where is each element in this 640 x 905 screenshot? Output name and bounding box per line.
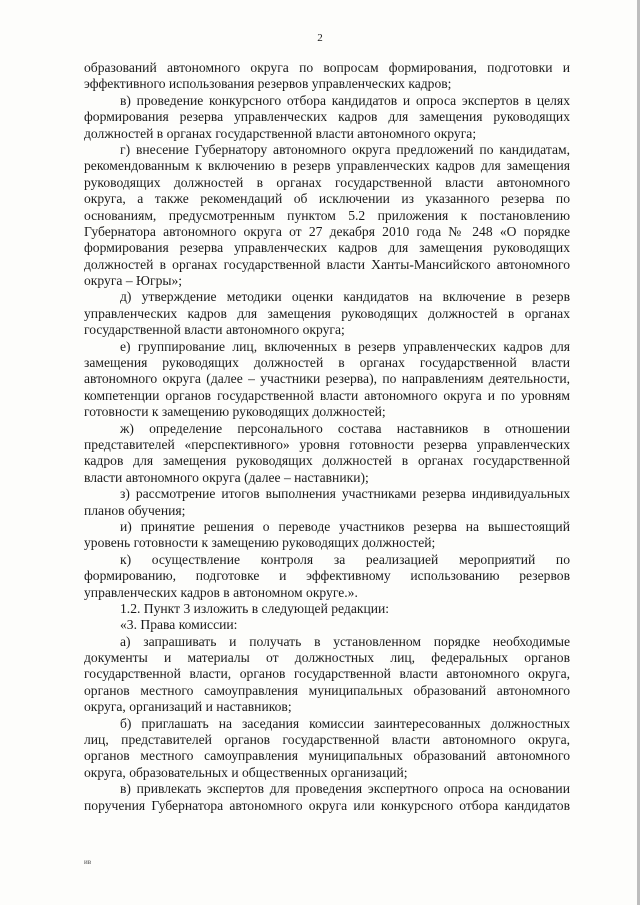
text-line: формирования резерва управленческих кадров для замещения руководящих bbox=[84, 109, 570, 125]
text-line: лиц, представителей органов государственной власти автономного округа, bbox=[84, 732, 570, 748]
text-line: формирования резерва управленческих кадров для замещения руководящих bbox=[84, 240, 570, 256]
text-line: должностей в органах государственной власти Ханты-Мансийского автономного bbox=[84, 256, 570, 272]
text-line: Губернатора автономного округа от 27 декабря 2010 года № 248 «О порядке bbox=[84, 223, 570, 239]
text-line: государственной власти автономного округа; bbox=[84, 322, 345, 338]
text-line: формированию, подготовке и эффективному использованию резервов bbox=[84, 568, 570, 584]
text-line: д) утверждение методики оценки кандидатов на включение в резерв bbox=[120, 289, 570, 305]
text-line: руководящих должностей в органах государственной власти автономного bbox=[84, 174, 570, 190]
text-line: управленческих кадров для замещения руководящих должностей в органах bbox=[84, 305, 570, 321]
text-line: округа, а также рекомендаций об исключении из указанного резерва по bbox=[84, 191, 570, 207]
text-line: поручения Губернатора автономного округа или конкурсного отбора кандидатов bbox=[84, 797, 570, 813]
text-line: компетенции органов государственной власти автономного округа и по уровням bbox=[84, 387, 570, 403]
page-number: 2 bbox=[317, 32, 323, 44]
text-line: должностей в органах государственной власти автономного округа; bbox=[84, 125, 477, 141]
text-line: в) привлекать экспертов для проведения экспертного опроса на основании bbox=[120, 781, 570, 797]
text-line: ж) определение персонального состава наставников в отношении bbox=[120, 420, 570, 436]
text-line: рекомендованным к включению в резерв управленческих кадров для замещения bbox=[84, 158, 570, 174]
text-line: автономного округа (далее – участники резерва), по направлениям деятельности, bbox=[84, 371, 570, 387]
text-line: планов обучения; bbox=[84, 502, 186, 518]
footer-mark: ив bbox=[84, 858, 92, 866]
text-line: и) принятие решения о переводе участников резерва на вышестоящий bbox=[120, 518, 570, 534]
text-line: в) проведение конкурсного отбора кандидатов и опроса экспертов в целях bbox=[120, 92, 570, 108]
text-line: е) группирование лиц, включенных в резерв управленческих кадров для bbox=[120, 338, 570, 354]
text-line: готовности к замещению руководящих должностей; bbox=[84, 404, 386, 420]
text-line: а) запрашивать и получать в установленном порядке необходимые bbox=[120, 633, 570, 649]
text-line: б) приглашать на заседания комиссии заинтересованных должностных bbox=[120, 715, 570, 731]
document-body bbox=[84, 60, 570, 814]
text-line: основаниям, предусмотренным пунктом 5.2 приложения к постановлению bbox=[84, 207, 570, 223]
text-line: замещения руководящих должностей в органах государственной власти bbox=[84, 355, 570, 371]
text-line: власти автономного округа (далее – наставники); bbox=[84, 469, 369, 485]
text-line: органов местного самоуправления муниципальных образований автономного bbox=[84, 682, 570, 698]
text-line: кадров для замещения руководящих должностей в органах государственной bbox=[84, 453, 570, 469]
text-line: представителей «перспективного» уровня готовности резерва управленческих bbox=[84, 436, 570, 452]
text-line: «3. Права комиссии: bbox=[120, 617, 238, 633]
text-line: 1.2. Пункт 3 изложить в следующей редакции: bbox=[120, 600, 390, 616]
text-line: документы и материалы от должностных лиц, федеральных органов bbox=[84, 650, 570, 666]
text-line: органов местного самоуправления муниципальных образований автономного bbox=[84, 748, 570, 764]
text-line: з) рассмотрение итогов выполнения участниками резерва индивидуальных bbox=[120, 486, 570, 502]
text-line: образований автономного округа по вопросам формирования, подготовки и bbox=[84, 60, 570, 75]
text-line: к) осуществление контроля за реализацией мероприятий по bbox=[120, 551, 570, 567]
text-line: округа, образовательных и общественных организаций; bbox=[84, 764, 408, 780]
text-line: округа – Югры»; bbox=[84, 273, 183, 289]
text-line: г) внесение Губернатору автономного округа предложений по кандидатам, bbox=[120, 141, 570, 157]
text-line: эффективного использования резервов управленческих кадров; bbox=[84, 76, 452, 92]
text-line: государственной власти, органов государственной власти автономного округа, bbox=[84, 666, 570, 682]
text-line: управленческих кадров в автономном округе.». bbox=[84, 584, 358, 600]
text-line: округа, организаций и наставников; bbox=[84, 699, 292, 715]
text-line: уровень готовности к замещению руководящих должностей; bbox=[84, 535, 436, 551]
